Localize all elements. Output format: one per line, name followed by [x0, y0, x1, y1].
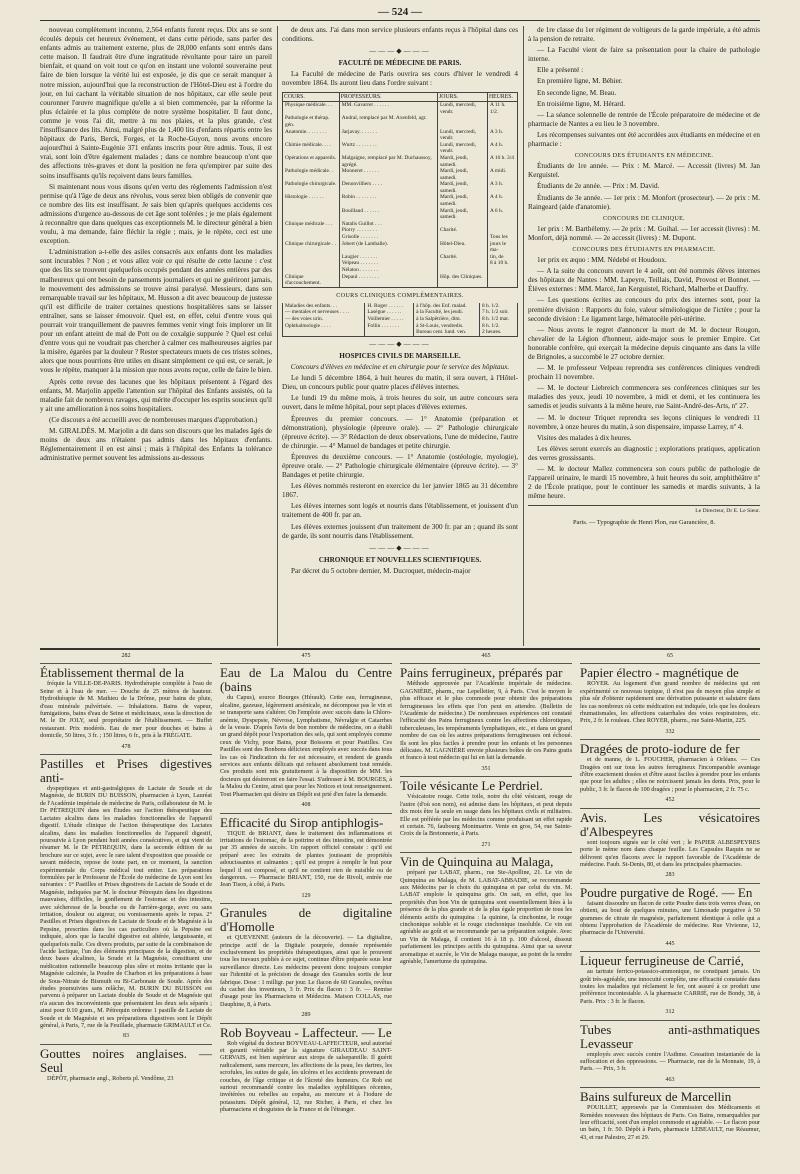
ad-title: Rob Boyveau - Laffecteur. — Le [220, 1024, 392, 1040]
table-cell [487, 221, 517, 228]
table-cell: Maladies des enfants. . . [283, 303, 365, 310]
advertisement [580, 1009, 760, 1073]
ad-number: 408 [301, 802, 311, 809]
table-cell [438, 260, 488, 267]
table-cell: Clinique médicale . . . [283, 221, 340, 228]
advertisement [40, 653, 212, 740]
ad-number: 129 [301, 892, 311, 899]
ads-column-2 [220, 652, 392, 1167]
ad-number: 332 [665, 728, 675, 735]
table-cell [283, 267, 340, 274]
advertisement [400, 766, 572, 838]
pharma-paragraph: — A la suite du concours ouvert le 4 août, ont été nommés élèves internes des hôpitaux de Nantes : MM. Lapeyre, Teillais, David, Provost et Bonnet. — Élèves externes : MM. Marcé, Jan Kerguistel, Richard, Malherbe et Dauffry. [528, 267, 760, 294]
ad-rule [400, 663, 572, 664]
col1-paragraph: (Ce discours a été accueilli avec de nombreuses marques d'approbation.) [49, 415, 258, 424]
ad-number: 478 [121, 743, 131, 750]
ad-title: Liqueur ferrugineuse de Carrié, [580, 953, 744, 969]
printer-line: Paris. — Typographie de Henri Plon, rue Garancière, 8. [572, 518, 716, 526]
concours-med-list [528, 162, 760, 211]
col3-paragraph: Elle a présenté : [537, 66, 584, 75]
hospices-paragraph: Le lundi 19 du même mois, à trois heures du soir, un autre concours sera ouvert, dans le même hôpital, pour sept places d'élèves externes. [282, 394, 518, 412]
table-cell [283, 227, 340, 234]
pharma-list [528, 256, 760, 501]
ad-number: 463 [665, 1076, 675, 1083]
table-row [283, 260, 518, 267]
table-cell: A 3 h. [487, 181, 517, 194]
ad-text: et QUEVENNE (auteurs de la découverte). — La digitaline, principe actif de la Digitale pourprée, donnée représentée exclusivement les propriétés thérapeutiques, ainsi que le prouvent tous les travaux publiés à ce sujet, continue d'être préparée sous leur surveillance directe. Les médecins peuvent donc toujours compter sur l'identité et la précision de dosage des Granules sortis de leur fabrique. Dose : 1 milligr. par jour. Le flacon de 60 Granules, revêtus du cachet des inventeurs, 3 fr. Prix du flacon : 3 fr. — Remise d'usage pour les Pharmaciens et Médecins. Maison COLLAS, rue Dauphine, 8, à Paris. [220, 934, 392, 1008]
table-cell: A 11 h. 1/2. [487, 102, 517, 116]
table-cell: A midi. [487, 168, 517, 181]
ad-title: Efficacité du Sirop antiphlogis- [220, 814, 384, 830]
ad-title: Granules de digitaline d'Homolle [220, 905, 392, 935]
table-cell: Chimie médicale. . . . [283, 142, 340, 155]
pharma-paragraph: — M. le docteur Triquet reprendra ses leçons cliniques le vendredi 11 novembre, à onze heures du matin, à son dispensaire, impasse Larrey, nº 4. [528, 413, 760, 431]
article-column-1 [40, 26, 272, 646]
table-cell: Mardi, jeudi, samedi. [438, 155, 488, 168]
hospices-body [282, 374, 518, 541]
ad-title: Avis. Les vésicatoires d'Albespeyres [580, 809, 760, 839]
ad-number: 452 [665, 797, 675, 804]
ad-text: dyspeptiques et anti-gastralgiques de Lactate de Soude et de Magnésie, de BURIN DU BUISSON, pharmacien à Lyon, Lauréat de l'Académie impériale de médecine de Paris, collaborateur de M. le Dr PÉTREQUIN dans ses Études sur l'action thérapeutique des Lactates alcalins dans les maladies fonctionnelles de l'appareil digestif. L'étude clinique de l'action thérapeutique des Lactates alcalins, dans les maladies fonctionnelles de l'appareil digestif, poursuivie à Lyon pendant huit années consécutives, et qui vient de résumer M. le Dr PÉTREQUIN, dans la seconde édition de sa brochure sur ce sujet, avec le rare talent d'exposition que possède ce savant médecin, repose de toute part, en ce moment, la sanction expérimentale du Corps médical tout entier. Les préparations formulées par le Professeur de l'École de médecine de Lyon sont les suivantes : 1° Pastilles et Prises digestives de Lactate de Soude et de Magnésie, indiquées par M. le docteur Pétrequin dans les digestions mauvaises, difficiles, le gonflement de l'estomac et des intestins, avec sécheresse de la bouche ou de l'arrière-gorge, avec ou sans irritation, douleur ou aigreur, ou vomissements après le repas. 2° Pastilles et Prises digestives de Lactate de Soude et de Magnésie à la Pepsine, prescrites dans les cas particuliers où la Pepsine est indiquée, alors que la faculté digestive est altérée, languissante, et quelquefois nulle. Ces divers produits, par suite de la combinaison de l'acide lactique, l'un des éléments principaux de la digestion, et de deux bases alcalines, la Soude et la Magnésie, constituent une médication rationnelle beaucoup plus sûre et moins irritante que la Magnésie calcinée, la Poudre de Charbon et les préparations à base de Sous-Nitrate de Bismuth ou Bi-Carbonate de Soude. Après des études poursuivies sans relâche, M. BURIN DU BUISSON est parvenu à préparer un Lactate double de Soude et de Magnésie qui n'a aucun des inconvénients que présentaient les deux sels séparés ; ainsi pour 0.10 gram., M. Pétrequin ordonne 1 pastille de Lactate de Soude et de Magnésie et ses préparations digestives sont le Dépôt général, à Paris, 7, rue de la Feuillade, pharmacie GRIMAULT et Ce. [40, 785, 212, 1030]
table-cell: Charité. [438, 227, 488, 234]
ad-rule [580, 808, 760, 809]
table-row [283, 208, 518, 221]
table-cell: 8 à 10 h. [487, 260, 517, 267]
ads-column-3 [400, 652, 572, 1167]
col3-body [528, 26, 760, 149]
table-cell: Wurtz . . . . . . . . [339, 142, 437, 155]
advertisement-rule [40, 648, 760, 650]
table-cell: 8 h. 1/2. [479, 323, 517, 330]
table-row [283, 142, 518, 155]
pharma-paragraph: — Les questions écrites au concours du prix des internes sont, pour la première division : Rapports du foie, valeur séméiologique de l'ictère ; pour la seconde division : Le ligament large, hématocèle péri-utérine. [528, 296, 760, 323]
table-cell: Grisolle . . . . . . . [339, 234, 437, 241]
ad-title: Toile vésicante Le Perdriel. [400, 778, 543, 794]
separator-ornament: ———◆——— [369, 543, 431, 552]
col3-paragraph: — La séance solennelle de rentrée de l'École préparatoire de médecine et de pharmacie de Nantes a eu lieu le 3 novembre. [528, 110, 760, 128]
faculty-text: La Faculté de médecine de Paris ouvrira ses cours d'hiver le vendredi 4 novembre 1864. Ils auront lieu dans l'ordre suivant : [282, 70, 518, 88]
hospices-paragraph: Les élèves nommés resteront en exercice du 1er janvier 1865 au 31 décembre 1867. [282, 482, 518, 500]
ad-rule [220, 813, 392, 814]
ad-rule [580, 1087, 760, 1088]
table-header-cell: HEURES. [487, 92, 517, 102]
ad-text: sont toujours signés sur le côté vert ; le PAPIER ALBESPEYRES porte le même nom dans chaque feuille. Les Capsules Raquin ne se délivrent qu'en flacons avec le rapport favorable de l'Académie de médecine. Faub. St-Denis, 80, et dans les principales pharmacies. [580, 838, 760, 868]
advertisement [220, 802, 392, 889]
ad-rule [580, 663, 760, 664]
table-cell: Pathologie médicale. . [283, 168, 340, 181]
pharma-paragraph: — Nous avons le regret d'annoncer la mort de M. le docteur Rougon, chevalier de la Légion d'honneur, aide-major sous le premier Empire. Cet honorable confrère, qui exerçait la médecine depuis cinquante ans dans la ville de Brignoles, a succombé le 27 octobre dernier. [528, 325, 760, 361]
table-row [283, 303, 518, 310]
table-cell: à la Salpêtrière, dim. [414, 316, 480, 323]
top-rule [40, 20, 760, 21]
table-row [283, 129, 518, 142]
pharma-paragraph: — M. le docteur Liebreich commencera ses conférences cliniques sur les maladies des yeux, jeudi 10 novembre, à midi et demi, et les continuera les samedis et jeudis suivants à la même heure, rue Saint-André-des-Arts, nº 27. [528, 384, 760, 411]
ad-number: 351 [481, 765, 491, 772]
table-cell: Mardi, jeudi, samedi. [438, 194, 488, 207]
table-row [283, 309, 518, 316]
ad-rule [40, 663, 212, 664]
ad-rule [580, 883, 760, 884]
table-cell: tin, de [487, 254, 517, 261]
table-row [283, 221, 518, 228]
table-cell: 8 h. 1/2 mat. [479, 316, 517, 323]
ad-title: Pastilles et Prises digestives anti- [40, 756, 212, 786]
ad-number: 289 [301, 1012, 311, 1019]
advertisement [220, 893, 392, 1008]
table-cell: 2 heures. [479, 329, 517, 336]
ad-text: faisant dissoudre un flacon de cette Poudre dans trois verres d'eau, on obtient, au bout de quelques minutes, une Limonade purgative à 50 grammes de citrate de magnésie, parfaitement identique à celle qui a obtenu l'approbation de l'Académie de médecine. Rue Vivienne, 12, pharmacie de l'Université. [580, 899, 760, 937]
table-cell: à l'hôp. des Enf. malad. [414, 303, 480, 310]
hospices-heading: HOSPICES CIVILS DE MARSEILLE. [339, 351, 461, 360]
table-cell [438, 221, 488, 228]
ad-rule [580, 1020, 760, 1021]
hospices-paragraph: Les élèves internes sont logés et nourris dans l'établissement, et jouissent d'un traitement de 400 fr. par an. [282, 502, 518, 520]
table-header-cell: COURS. [283, 92, 340, 102]
table-cell [487, 267, 517, 274]
table-cell: Hôtel-Dieu. [438, 241, 488, 254]
ad-title: Gouttes noires anglaises. — Seul [40, 1045, 212, 1075]
table-row [283, 227, 518, 234]
ad-text: DÉPÔT, pharmacie angl., Roberts pl. Vendôme, 23 [47, 1074, 174, 1082]
table-cell: à St-Louis, vendredis. [414, 323, 480, 330]
ad-title: Vin de Quinquina au Malaga, [400, 854, 554, 870]
pharma-heading: CONCOURS DES ÉTUDIANTS EN PHARMACIE. [572, 245, 716, 253]
clinique-heading: CONCOURS DE CLINIQUE. [602, 214, 686, 222]
concours-med-item: Étudiants de 2e année. — Prix : M. David. [537, 182, 660, 191]
ad-rule [220, 663, 392, 664]
column-divider [523, 26, 524, 646]
separator-ornament: ———◆——— [369, 339, 431, 348]
table-cell: Histologie . . . . . . [283, 194, 340, 207]
table-cell: Voillemier . . . . . [365, 316, 414, 323]
table-cell: Robin . . . . . . . . [339, 194, 437, 207]
table-cell: Lundi, mercredi, vendr. [438, 142, 488, 155]
advertisement [580, 729, 760, 793]
table-cell: Andral, remplacé par M. Axenfeld, agr. [339, 115, 437, 128]
advertisement [580, 653, 760, 725]
table-cell: Depaul . . . . . . . . [339, 274, 437, 288]
table-row [283, 194, 518, 207]
table-cell [283, 234, 340, 241]
advertisement [580, 941, 760, 1005]
table-header-cell: PROFESSEURS. [339, 92, 437, 102]
ad-text: préparé par LABAT, pharm., rue Ste-Apolline, 21. Le vin de Quinquina au Malaga, de M. LABAT-ABBADIE, se recommande aux Médecins par le choix du quinquina et par celui du vin. M. LABAT emploie le quinquina gris. On sait, en effet, que les propriétés d'un bon Vin de quinquina sont essentiellement liées à la présence de la plus grande et de la plus égale proportion de tous les éléments actifs du quinquina : la quinine, la cinchonine, le rouge cinchonique soluble et le rouge cinchonique insoluble. Ce vin est agréable au goût et se recommande par sa préparation soignée. Avec un Vin de Malaga, il contient 16 à 18 p. 100 d'alcool, dissout parfaitement les principes actifs du quinquina. Ainsi que sa saveur aromatique et sucrée, le Vin de Malaga masque, au point de la rendre agréable, l'amertume du quinquina. [400, 869, 572, 965]
table-cell: Mardi, jeudi, samedi. [438, 181, 488, 194]
advertisement [40, 1033, 212, 1082]
pharma-paragraph: Les élèves seront exercés au diagnostic ; explorations pratiques, application des verres grossissants. [528, 444, 760, 462]
table-cell: Clinique chirurgicale . . [283, 241, 340, 254]
table-cell: Mardi, jeudi, samedi. [438, 208, 488, 221]
ad-title: Établissement thermal de la [40, 665, 185, 681]
col3-paragraph: Les récompenses suivantes ont été accordées aux étudiants en médecine et en pharmacie : [528, 130, 760, 149]
table-cell: A 6 h. [487, 208, 517, 221]
table-row [283, 267, 518, 274]
ad-text: employés avec succès contre l'Asthme. Cessation instantanée de la suffocation et des oppressions. — Pharmacie, rue de la Monnaie, 19, à Paris. — Prix, 3 fr. [580, 1050, 760, 1073]
ad-text: POUILLET, approuvés par la Commission des Médicaments et Remèdes nouveaux des hôpitaux de Paris. Ces Bains, remarquables par leur efficacité, sont d'un emploi commode et agréable. — Le flacon pour un bain, 1 fr. 50. Dépôt à Paris, pharmacie LEBEAULT, rue Réaumur, 43, et rue Palestro, 27 et 29. [580, 1104, 760, 1141]
table-row [283, 323, 518, 330]
ad-text: ROYER. Au logement d'un grand nombre de médecins qui ont expérimenté ce nouveau topique, il n'est pas de moyen plus simple et plus sûr d'obtenir rapidement une dérivation puissante et salutaire dans les cas nombreux où cette médication est indiquée, tels que les douleurs rhumatismales, les affections catarrhales des voies respiratoires, etc. Prix, 2 fr. le rouleau. Chez ROYER, pharm., rue Saint-Martin, 225. [580, 680, 760, 725]
ad-title: Poudre purgative de Rogé. — En [580, 884, 753, 900]
ad-text: au tartrate ferrico-potassico-ammonique, ne constipant jamais. Un goût très-agréable, une innocuité complète, une efficacité constatée dans toutes les maladies qui réclament le fer, ont assuré à ce produit une préférence incontestable. A la pharmacie CARRIÉ, rue de Bondy, 38, à Paris. Prix : 3 fr. le flacon. [580, 968, 760, 1005]
col3-paragraph: En première ligne, M. Béhier. [537, 77, 623, 86]
col1-paragraph: nouveau complètement inconnu, 2,564 enfants furent reçus. Dix ans se sont écoulés depuis cet heureux événement, et dans cette période, sans parler des enfants admis au traitement externe, plus de 28,000 enfants sont entrés dans cette maison. Il faudrait être d'une ingratitude révoltante pour taire un pareil bienfait, et quand on voit tout ce qu'on en instant une volonté souveraine peut faire de bien lorsque la vérité lui est exposée, je dis que ce serait manquer à notre mission, aujourd'hui que la reconstruction de l'Hôtel-Dieu est à l'ordre du jour, en lui cachant la véritable situation de nos hôpitaux, car elle seule peut couronner l'œuvre magnifique qu'elle a si bien commencée, par la réforme la plus éclairée et la plus complète de notre système hospitalier. Il faut donc, comme je vous l'ai dit, mettre à nu nos plaies, et la plus grande, c'est l'insuffisance des lits. Ainsi, malgré plus de 1,400 lits d'enfants répartis entre les hôpitaux de Paris, Berck, Forges, et la Roche-Guyon, nous avons encore aujourd'hui à Sainte-Eugénie 371 enfants inscrits pour être admis. Tous, il est vrai, sont loin d'être également malades ; dans ce nombre beaucoup n'ont que des affections très-graves et dont la position ne fera qu'empirer par suite des soins insuffisants qu'ils reçoivent dans leurs familles. [40, 26, 272, 180]
table-cell: Laugier . . . . . . . [339, 254, 437, 261]
table-cell: Natalis Guillot . . . [339, 221, 437, 228]
ad-rule [400, 852, 572, 853]
table-row [283, 241, 518, 254]
table-cell: Tous les [487, 234, 517, 241]
table-cell: Lasègue . . . . . . [365, 309, 414, 316]
table-row [283, 234, 518, 241]
ad-text: Rob végétal du docteur BOYVEAU-LAFFECTEUR, seul autorisé et garanti véritable par la signature GIRAUDEAU SAINT-GERVAIS, est bien supérieur aux sirops de salsepareille. Il guérit radicalement, sans mercure, les affections de la peau, les dartres, les scrofules, les suites de gale, les ulcères et les accidents provenant de couches, de l'âge critique et de l'âcreté des humeurs. Ce Rob est surtout recommandé contre les maladies syphilitiques récentes, invétérées ou rebelles au copahu, au mercure et à l'iodure de potassium. Dépôt général, 12, rue Richer, à Paris, et chez les pharmaciens et droguistes de la France et de l'étranger. [220, 1039, 392, 1114]
advertisement [40, 744, 212, 1030]
table-row [283, 181, 518, 194]
page-number: — 524 — [378, 6, 422, 18]
table-row [283, 254, 518, 261]
advertisement [580, 1077, 760, 1141]
table-cell: A 4 h. [487, 142, 517, 155]
table-cell: 8 h. 1/2. [479, 303, 517, 310]
table-cell: Clinique d'accouchement. [283, 274, 340, 288]
advertisement [400, 653, 572, 762]
table-cell: Lundi, mercredi, vendr. [438, 129, 488, 142]
table-cell: jours le ma- [487, 241, 517, 254]
ad-text: et de manne, de L. FOUCHER, pharmacien à Orléans. — Ces Dragées ont sur tous les autres ferrugineux l'incomparable avantage d'être exactement dosées et d'être aussi faciles à prendre pour les enfants que pour les adultes ; elles ne noircissent jamais les dents. Prix, pour le public, 3 fr. le flacon de 100 dragées ; pour le pharmacien, 2 fr. 75 c. [580, 756, 760, 793]
hospices-paragraph: Les élèves externes jouissent d'un traitement de 300 fr. par an ; quand ils sont de garde, ils sont nourris dans l'établissement. [282, 522, 518, 540]
ad-text: Vésicatoire rouge. Cette toile, noire du côté vésicant, rouge de l'autre (d'où son nom), est admise dans les hôpitaux, et peut depuis dix mois être la seule en usage dans les hôpitaux civils et militaires. Elle est préférée par les médecins comme produisant un effet rapide et certain. 76, faubourg Montmartre. Vente en gros, 54, rue Sainte-Croix de la Bretonnerie, à Paris. [400, 793, 572, 838]
col3-paragraph: En troisième ligne, M. Hérard. [537, 99, 626, 108]
col3-paragraph: de 1re classe du 1er régiment de voltigeurs de la garde impériale, a été admis à la pension de retraite. [528, 26, 760, 44]
ad-rule [220, 903, 392, 904]
ad-text: TIQUE de BRIANT, dans le traitement des inflammations et irritations de l'estomac, de la poitrine et des intestins, est démontrée par 35 années de succès. Un rapport officiel constate : qu'il est préparé avec les extraits de plantes jouissant de propriétés adoucissantes et calmantes ; qu'il est propre à remplir le but pour lequel il est composé, et qu'il ne contient rien de nuisible ou de dangereux. — Pharmacie BRIANT, 150, rue de Rivoli, entrée rue Jean Tison, à côté, à Paris. [220, 829, 392, 889]
ad-number: 271 [481, 841, 491, 848]
table-row [283, 102, 518, 116]
separator-ornament: ———◆——— [369, 47, 431, 56]
table-row [283, 115, 518, 128]
table-cell [283, 260, 340, 267]
col2-intro: de deux ans. J'ai dans mon service plusieurs enfants reçus à l'hôpital dans ces conditions. [282, 26, 518, 44]
table-cell: Opérations et appareils. [283, 155, 340, 168]
concours-med-item: Étudiants de 1re année. — Prix : M. Marcé. — Accessit (livres) M. Jan Kerguistel. [528, 162, 760, 180]
faculty-heading: FACULTÉ DE MÉDECINE DE PARIS. [338, 59, 462, 68]
footer-rule [528, 505, 760, 506]
table-cell: Malgaigne, remplacé par M. Duchaussoy, agrégé. [339, 155, 437, 168]
table-row [283, 168, 518, 181]
table-cell: Nélaton . . . . . . . [339, 267, 437, 274]
table-cell: MM. Gavarret . . . . . . [339, 102, 437, 116]
ad-number: 312 [665, 1009, 675, 1016]
table-cell: Jarjavay. . . . . . . [339, 129, 437, 142]
ad-text: du Capus), source Bourges (Hérault). Cette eau, ferrugineuse, alcaline, gazeuse, légèrement arsénicale, ne décompose pas le vin et se transporte sans s'altérer. On l'emploie avec succès dans la Chloro-anémie, Dyspepsie, Névrose, Lymphatisme, Névralgie et Catarrhes de la vessie. D'après l'avis de bon nombre de médecins, on a établi un grand dépôt pour l'exportation des sels, qui sont employés comme ceux de Vichy, pour Bains, pour Boissons et pour Pastilles. Ces Pastilles sont des Bonbons délicieux employés avec succès dans tous les cas où l'indication du fer est nécessaire, et rendent de grands services aux enfants délicats qui refusent absolument tout remède. Ces produits sont mis gratuitement à la disposition de MM. les docteurs qui désireront en faire l'essai. S'adresser à M. BOURGES, à la Malou du Centre, ainsi que pour les Notices et tout renseignement. Tout Pharmacien qui désire un Dépôt est prié d'en faire la demande. [220, 694, 392, 798]
hospices-subheading: Concours d'élèves en médecine et en chirurgie pour le service des hôpitaux. [290, 363, 510, 372]
table-row [283, 274, 518, 288]
table-cell: à la Faculté, les jeudi. [414, 309, 480, 316]
col3-paragraph: — La Faculté vient de faire sa présentation pour la chaire de pathologie interne. [528, 46, 760, 64]
pharma-paragraph: — M. le docteur Mallez commencera son cours public de pathologie de l'appareil urinaire, le mardi 15 novembre, à huit heures du soir, amphithéâtre nº 2 de l'École pratique, pour le continuer les samedis et mardis suivants, à la même heure. [528, 465, 760, 501]
table-cell [438, 115, 488, 128]
advertisement [400, 842, 572, 966]
ad-number: 282 [121, 653, 131, 659]
col1-paragraph: M. GIRALDÈS. M. Marjolin a dit dans son discours que les malades âgés de moins de deux ans n'étaient pas admis dans les hôpitaux d'enfants. Réglementairement il en est ainsi ; mais à l'hôpital des Enfants la tolérance administrative permet souvent les admissions au-dessous [40, 427, 272, 463]
courses-table [282, 92, 518, 288]
ad-title: Dragées de proto-iodure de fer [580, 741, 740, 757]
ads-column-4 [580, 652, 760, 1167]
hospices-paragraph: Le lundi 5 décembre 1864, à huit heures du matin, il sera ouvert, à l'Hôtel-Dieu, un concours public pour quatre places d'élèves internes. [282, 374, 518, 392]
table-cell: A 10 h. 3/4 [487, 155, 517, 168]
ad-rule [580, 739, 760, 740]
pharma-paragraph: Visites des malades à dix heures. [537, 433, 632, 442]
clinique-item: 1er prix : M. Barthélemy. — 2e prix : M. Guihal. — 1er accessit (livres) : M. Monfort, déjà nommé. — 2e accessit (livres) : M. Dupont. [528, 224, 760, 242]
col1-paragraph: Si maintenant nous vous disons qu'en vertu des règlements l'admission n'est permise qu'à l'âge de deux ans révolus, vous serez bien obligés de convenir que ce nombre des lits est insuffisant. Je sais bien qu'après quelques accidents ces admissions d'urgence au-dessous de cet âge sont tolérées ; je me plais également à reconnaître que dans quelques cas exceptionnels M. le directeur général a bien voulu, à ma demande, faire fléchir la règle ; mais, je le répète, ceci est une exception. [40, 182, 272, 246]
article-column-2 [282, 26, 518, 646]
ad-number: 83 [123, 1033, 129, 1040]
table-cell: — mentales et nerveuses . . . . [283, 309, 365, 316]
ad-rule [580, 951, 760, 952]
table-cell: Velpeau . . . . . . . [339, 260, 437, 267]
advertisement [580, 872, 760, 936]
table-cell: Piorry . . . . . . . . [339, 227, 437, 234]
table-cell: Jobert (de Lamballe). [339, 241, 437, 254]
ad-rule [220, 1023, 392, 1024]
complementary-table [282, 303, 518, 337]
table-cell: A 4 h. [487, 194, 517, 207]
col1-paragraph: Après cette revue des lacunes que les hôpitaux présentent à l'égard des enfants, M. Marjolin appelle l'attention sur l'hôpital des Enfants assistés, où la maladie fait de nombreux ravages, qui mérite d'occuper les esprits soucieux qu'il y ait une amélioration à nos soins hospitaliers. [40, 377, 272, 413]
table-cell: Denonvilliers . . . . [339, 181, 437, 194]
column-divider [277, 26, 278, 646]
ad-number: 475 [301, 653, 311, 659]
table-cell: Mardi, jeudi, samedi. [438, 168, 488, 181]
table-cell: Follin . . . . . . . [365, 323, 414, 330]
col3-paragraph: En seconde ligne, M. Beau. [537, 88, 617, 97]
clinique-list [528, 225, 760, 243]
col1-paragraph: L'administration a-t-elle des asiles consacrés aux enfants dont les maladies sont incurables ? Non ; et vous allez voir ce qui résulte de cette lacune : c'est que des lits se trouvent quelquefois occupés pendant des années entières par des malheureux qui ont besoin de pansements journaliers et qui ne guériront jamais, le mouvement des admissions se trouve ainsi paralysé. Messieurs, dans son remarquable travail sur les hôpitaux, M. Husson a dit avec beaucoup de justesse qu'il est difficile de traiter certaines questions hospitalières sans se laisser entraîner, sans se laisser émouvoir. Quel est, en effet, celui d'entre vous qui pourrait voir tranquillement de pauvres femmes venir vingt fois implorer un lit pour un enfant atteint de mal de Pott ou de coxalgie suppurée ? Quel est celui d'entre vous qui ne voudrait pas chercher à calmer ces malheureuses aigries par la misère, égarées par la douleur ? Rester spectateurs muets de ces tristes scènes, alors que nous pourrions être utiles en disant simplement ce qui est, ce serait, je vous le répète, manquer à la mission que nous avons reçue, celle de faire le bien. [40, 248, 272, 375]
table-cell: Ophthalmologie . . . . [283, 323, 365, 330]
ad-number: 65 [667, 653, 673, 659]
table-row [283, 316, 518, 323]
table-cell: Charité. [438, 254, 488, 261]
table-row [283, 329, 518, 336]
hospices-paragraph: Épreuves du premier concours. — 1° Anatomie (préparation et démonstration), physiologie (épreuve orale). — 2° Pathologie chirurgicale (épreuve écrite). — 3° Rédaction de deux observations, l'une de médecine, l'autre de chirurgie. — 4° Manuel de bandages et petite chirurgie. [282, 414, 518, 450]
table-cell: Pathologie et thérap. gén. [283, 115, 340, 128]
table-cell [283, 329, 365, 336]
table-cell: Bureau cent. lund. ven. [414, 329, 480, 336]
table-cell [365, 329, 414, 336]
advertisement [580, 797, 760, 868]
table-cell: H. Roger . . . . . . [365, 303, 414, 310]
table-cell: Physique médicale. . . [283, 102, 340, 116]
ad-rule [400, 776, 572, 777]
table-cell: Pathologie chirurgicale. [283, 181, 340, 194]
chronique-heading: CHRONIQUE ET NOUVELLES SCIENTIFIQUES. [318, 555, 482, 564]
table-row [283, 155, 518, 168]
table-cell [487, 115, 517, 128]
ad-title: Tubes anti-asthmatiques Levasseur [580, 1021, 760, 1051]
table-cell: Monneret . . . . . . [339, 168, 437, 181]
table-cell [283, 208, 340, 221]
table-cell: — des voies urin. [283, 316, 365, 323]
concours-med-item: Étudiants de 3e année. — 1er prix : M. Monfort (prosecteur). — 2e prix : M. Raingeard (aide d'anatomie). [528, 193, 760, 211]
ad-title: Pains ferrugineux, préparés par [400, 665, 563, 681]
ad-title: Eau de La Malou du Centre (bains [220, 665, 392, 695]
ad-rule [40, 1044, 212, 1045]
table-cell: Hôp. des Cliniques. [438, 274, 488, 288]
table-cell: Anatomie. . . . . . . . [283, 129, 340, 142]
pharma-paragraph: — M. le professeur Velpeau reprendra ses conférences cliniques vendredi prochain 11 novembre. [528, 364, 760, 382]
article-column-3 [528, 26, 760, 646]
table-cell [487, 274, 517, 288]
ads-column-1 [40, 652, 212, 1167]
table-header-cell: JOURS. [438, 92, 488, 102]
advertisement [220, 1012, 392, 1113]
ad-rule [40, 754, 212, 755]
chronique-text: Par décret du 5 octobre dernier, M. Ducroquet, médecin-major [291, 566, 471, 575]
complementary-heading: COURS CLINIQUES COMPLÉMENTAIRES. [336, 291, 464, 299]
table-cell [438, 234, 488, 241]
table-cell [283, 254, 340, 261]
ad-text: fréquie la VILLE-DE-PARIS. Hydrothérapie complète à l'eau de Seine et à l'eau de mer. — Douche de 25 mètres de hauteur. Hydrothérapie de M. Mathieu de la Drôme, pour bains de pluie, d'eau minérale pulvérisée. — Inhalations. Bains de vapeur, fumigations, bains d'eau de Seine et médicinaux, sous la direction de M. le Dr JOLY, seul propriétaire de l'établissement. — Buffet restaurant. Prix modérés. Eau de mer pour douches et bains à domicile, 50 litres, 3 fr. ; 150 litres, 6 fr., pris à la FRÉGATE. [40, 680, 212, 740]
table-cell: 7 h. 1/2 soir. [479, 309, 517, 316]
director-line: Le Directeur, Dr E. Le Sieur. [695, 508, 760, 515]
ad-number: 445 [665, 940, 675, 947]
concours-med-heading: CONCOURS DES ÉTUDIANTS EN MÉDECINE. [574, 152, 714, 160]
ad-number: 283 [665, 872, 675, 879]
pharma-paragraph: 1er prix ex æquo : MM. Nédebé et Houdoux. [537, 256, 667, 265]
ad-title: Papier électro - magnétique de [580, 665, 739, 681]
table-cell: A 3 h. [487, 129, 517, 142]
ad-number: 465 [481, 653, 491, 659]
table-cell: Lundi, mercredi, vendr. [438, 102, 488, 116]
ad-text: Méthode approuvée par l'Académie impériale de médecine. GAGNIÈRE, pharm., rue Lepelletier, 9, à Paris. C'est le moyen le plus efficace et le plus commode pour obtenir des préparations ferrugineuses les effets que l'on peut en attendre. (Bulletin de l'Académie de médecine.) De nombreuses expériences ont constaté l'efficacité des Pains ferrugineux contre les affections chlorotiques, tuberculeuses, les tempéraments lymphatiques, etc., et dans un grand nombre de cas où les autres préparations ferrugineuses ont échoué. Ils sont les plus faciles à prendre pour les enfants et les personnes délicates. M. GAGNIÈRE envoie plusieurs boîtes de ces Pains gratis et franco à tout médecin qui lui en fait la demande. [400, 680, 572, 762]
table-cell: Bouillaud . . . . . . [339, 208, 437, 221]
table-cell [438, 267, 488, 274]
advertisement [220, 653, 392, 798]
table-cell [487, 227, 517, 234]
ad-title: Bains sulfureux de Marcellin [580, 1089, 732, 1105]
hospices-paragraph: Épreuves du deuxième concours. — 1° Anatomie (ostéologie, myologie), épreuve orale. — 2° Pathologie chirurgicale élémentaire (épreuve écrite). — 3° Bandages et petite chirurgie. [282, 452, 518, 480]
